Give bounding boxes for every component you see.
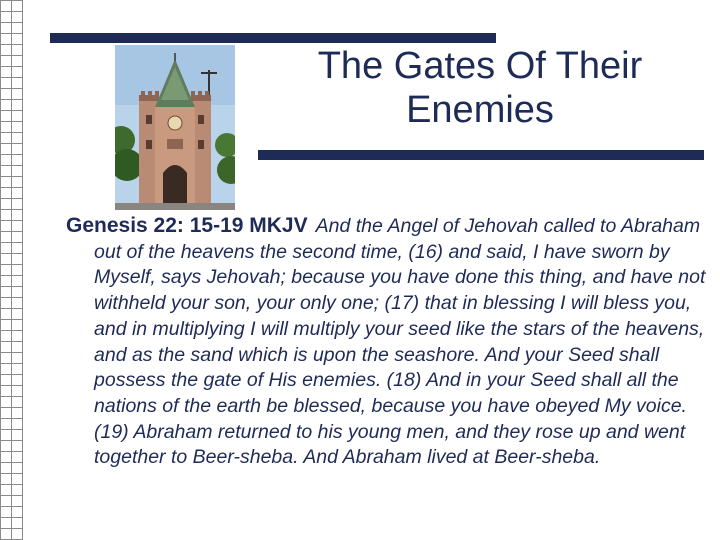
title-line-2: Enemies — [406, 89, 554, 131]
slide-title — [260, 44, 700, 144]
scripture-verse-text: And the Angel of Jehovah called to Abraham out of the heavens the second time, (16) and said, I have sworn by Myself, says Jehovah; because you have done this thing, and have not withheld your son, your only one; (17) that in blessing I will bless you, and in multiplying I will multiply your seed like the stars of the heavens, and as the sand which is upon the seashore. And your Seed shall possess the gate of His enemies. (18) And in your Seed shall all the nations of the earth be blessed, because you have obeyed My voice. (19) Abraham returned to his young men, and they rose up and went together to Beer-sheba. And Abraham lived at Beer-sheba. — [94, 215, 706, 469]
top-accent-bar — [50, 33, 496, 43]
title-line-1: The Gates Of Their — [317, 45, 643, 87]
bottom-accent-bar — [258, 150, 704, 160]
scripture-reference: Genesis 22: 15-19 MKJV — [66, 214, 308, 237]
scripture-block — [66, 213, 706, 471]
hatch-pattern-sidebar — [0, 0, 23, 540]
city-gate-photo — [115, 45, 235, 210]
scripture-paragraph — [66, 213, 706, 471]
